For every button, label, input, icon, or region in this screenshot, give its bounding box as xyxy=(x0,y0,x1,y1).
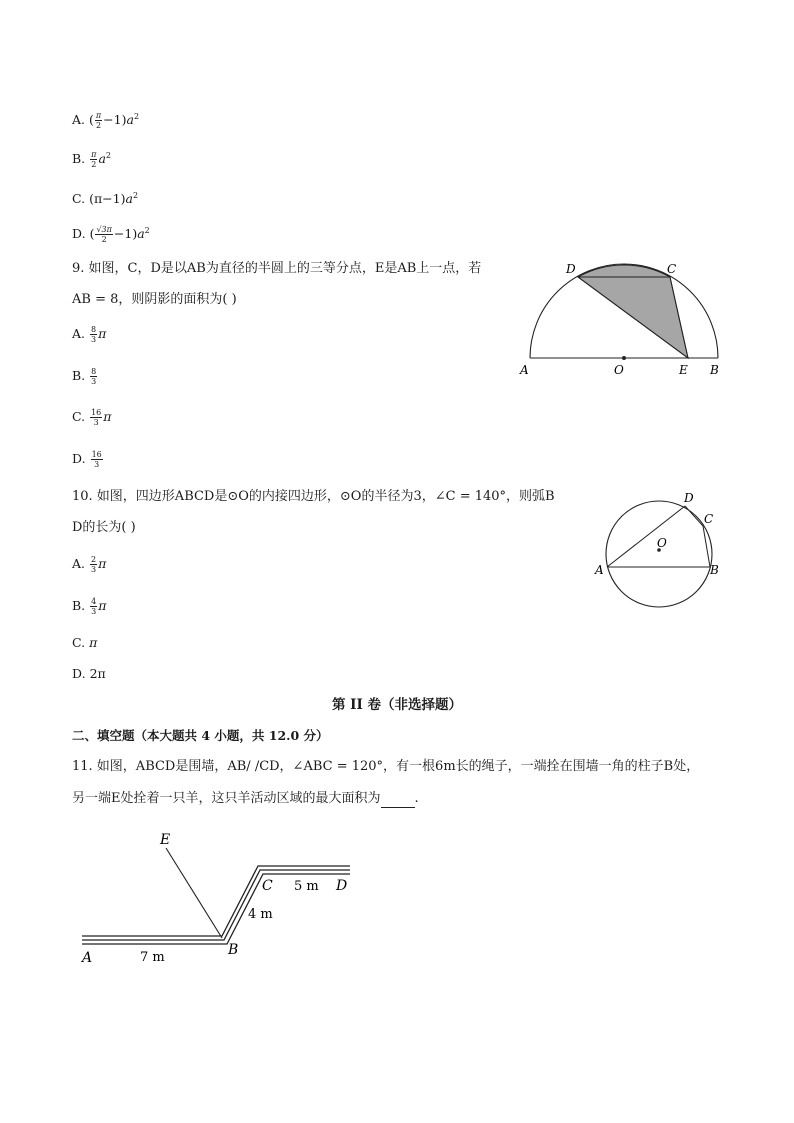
q9-stem-line1: 9. 如图，C，D是以AB为直径的半圆上的三等分点，E是AB上一点，若 xyxy=(72,261,482,276)
fraction: $\frac{\pi}{2}$ xyxy=(95,111,102,131)
label-o: O xyxy=(657,536,667,550)
length-bc: 4 m xyxy=(248,907,273,922)
q8-option-d[interactable]: D. ( $\frac{√3\pi}{2}$ $-1)a^2$ xyxy=(72,225,150,245)
fraction: $\frac{\pi}{2}$ xyxy=(91,150,97,170)
q8-option-c[interactable]: C. $(\pi-1)a^2$ xyxy=(72,191,139,207)
label-a: A xyxy=(82,950,93,966)
label-c: C xyxy=(667,262,677,276)
center-point-o xyxy=(622,356,626,360)
fraction: $\frac{8}{3}$ xyxy=(91,367,97,386)
q9-option-d[interactable]: D. $\frac{16}{3}$ xyxy=(72,450,102,469)
label-o: O xyxy=(614,363,624,377)
q10-option-b[interactable]: B. $\frac{4}{3}$ π xyxy=(72,597,107,616)
chord-dc xyxy=(685,506,703,526)
q9-option-c[interactable]: C. $\frac{16}{3}$ π xyxy=(72,408,112,427)
fraction: $\frac{4}{3}$ xyxy=(91,597,97,616)
chord-cb xyxy=(703,526,710,567)
q10-circle-figure xyxy=(590,488,730,613)
part-ii-title: 第 II 卷（非选择题） xyxy=(331,697,463,713)
circle-o xyxy=(606,501,712,607)
length-cd: 5 m xyxy=(294,879,319,894)
q8-option-a[interactable]: A. ( $\frac{\pi}{2}$ $-1)a^2$ xyxy=(72,111,140,131)
q11-stem-line1: 11. 如图，ABCD是围墙，AB/ /CD，∠ABC = 120°，有一根6m长的绳子，一端拴在围墙一角的柱子B处， xyxy=(72,759,700,774)
rope-be xyxy=(166,848,222,938)
wall-line-outer xyxy=(82,866,350,936)
length-ab: 7 m xyxy=(140,950,165,965)
answer-blank[interactable] xyxy=(381,795,415,808)
q9-stem-line2: AB = 8，则阴影的面积为( ) xyxy=(72,292,237,307)
q11-stem-line2: 另一端E处拴着一只羊，这只羊活动区域的最大面积为 . xyxy=(72,791,419,806)
section-fill-in-header: 二、填空题（本大题共 4 小题，共 12.0 分） xyxy=(72,728,329,743)
label-c: C xyxy=(704,512,714,526)
fraction: $\frac{16}{3}$ xyxy=(91,450,102,469)
q8-option-b[interactable]: B. $\frac{\pi}{2}$ $a^2$ xyxy=(72,150,111,170)
shaded-region xyxy=(578,265,688,358)
label-d: D xyxy=(684,491,694,505)
label-d: D xyxy=(566,262,576,276)
q9-semicircle-figure xyxy=(510,255,740,385)
q10-option-d[interactable]: D. 2π xyxy=(72,666,106,681)
fraction: $\frac{16}{3}$ xyxy=(91,408,102,427)
q9-option-a[interactable]: A. $\frac{8}{3}$ π xyxy=(72,325,107,344)
label-d: D xyxy=(336,878,348,894)
label-c: C xyxy=(262,878,273,894)
q10-option-a[interactable]: A. $\frac{2}{3}$ π xyxy=(72,555,107,574)
label-a: A xyxy=(520,363,529,377)
fraction: $\frac{2}{3}$ xyxy=(91,555,97,574)
q9-option-b[interactable]: B. $\frac{8}{3}$ xyxy=(72,367,97,386)
chord-ad xyxy=(607,506,685,567)
label-b: B xyxy=(228,942,239,958)
label-a: A xyxy=(595,563,604,577)
q11-wall-figure xyxy=(70,826,370,971)
label-b: B xyxy=(710,563,719,577)
label-e: E xyxy=(679,363,688,377)
fraction: $\frac{8}{3}$ xyxy=(91,325,97,344)
label-b: B xyxy=(710,363,719,377)
label-e: E xyxy=(160,832,171,848)
q10-stem-line1: 10. 如图，四边形ABCD是⊙O的内接四边形，⊙O的半径为3，∠C = 140°，则弧B xyxy=(72,489,555,504)
fraction: $\frac{√3\pi}{2}$ xyxy=(96,225,112,245)
q10-option-c[interactable]: C. π xyxy=(72,635,98,650)
q10-stem-line2: D的长为( ) xyxy=(72,520,136,535)
